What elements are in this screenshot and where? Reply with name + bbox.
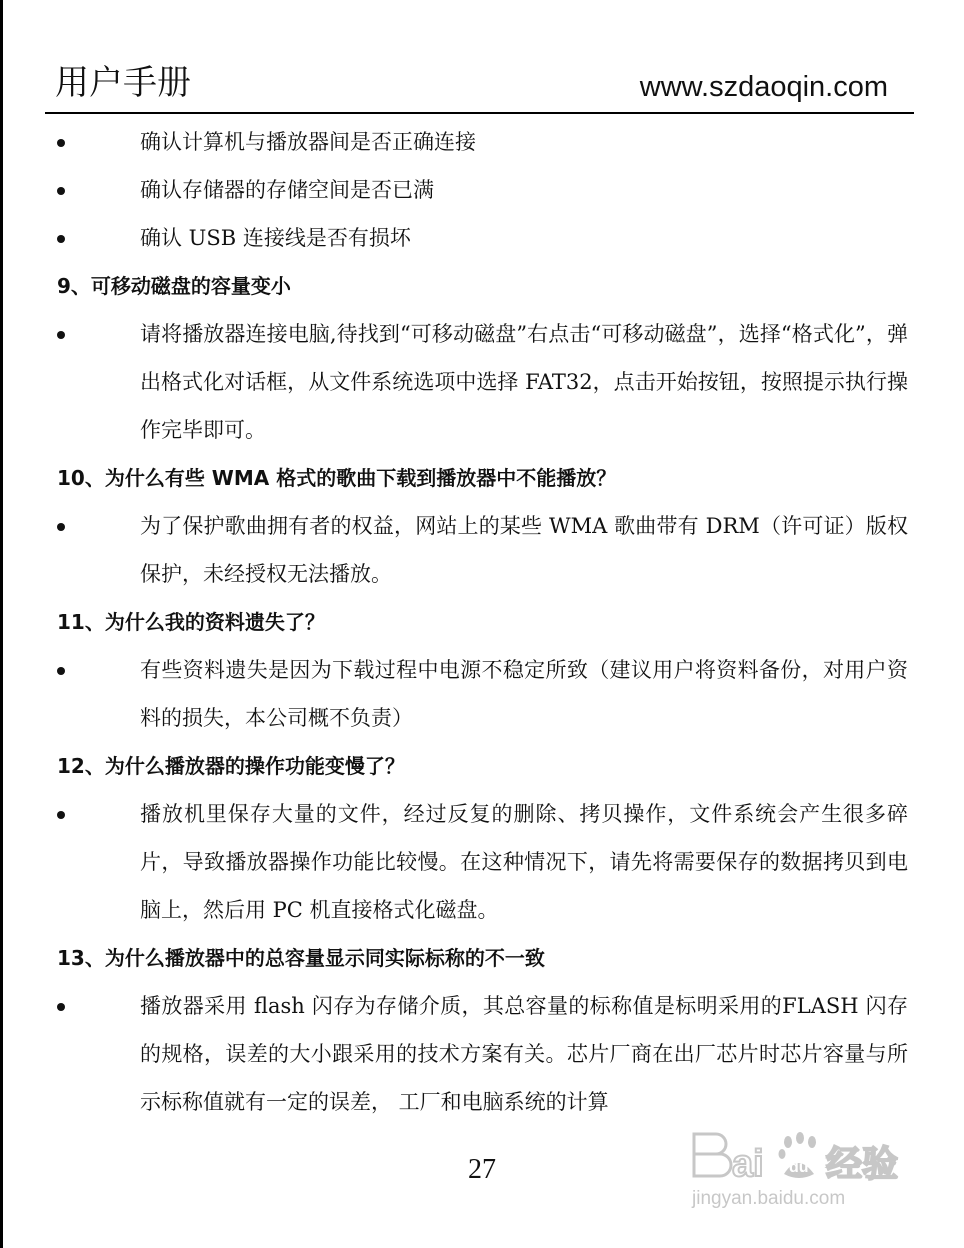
list-item: [0, 502, 964, 598]
manual-title: 用户手册: [55, 63, 191, 103]
svg-text:jingyan.baidu.com: jingyan.baidu.com: [692, 1188, 846, 1209]
header-divider: [45, 112, 914, 114]
list-item: [0, 790, 964, 934]
list-item-text: 有些资料遗失是因为下载过程中电源不稳定所致（建议用户将资料备份，对用户资料的损失，本公司概不负责）: [140, 658, 908, 730]
page-number: 27: [468, 1154, 496, 1185]
list-item-text: 播放器采用 flash 闪存为存储介质，其总容量的标称值是标明采用的FLASH 闪存的规格，误差的大小跟采用的技术方案有关。芯片厂商在出厂芯片时芯片容量与所示标称值就有一定的误差， 工厂和电脑系统的计算: [140, 994, 908, 1114]
bullet-icon: [57, 811, 65, 819]
bullet-icon: [57, 235, 65, 243]
svg-text:经验: 经验: [826, 1144, 899, 1185]
bullet-icon: [57, 667, 65, 675]
section-heading-11: 11、为什么我的资料遗失了？: [57, 610, 325, 634]
list-item: [0, 166, 964, 214]
bullet-icon: [57, 331, 65, 339]
list-item: [0, 214, 964, 262]
list-item-text: 确认存储器的存储空间是否已满: [140, 178, 434, 202]
website-url: www.szdaoqin.com: [639, 71, 888, 103]
list-item-text: 确认 USB 连接线是否有损坏: [140, 226, 411, 250]
list-item-text: 为了保护歌曲拥有者的权益，网站上的某些 WMA 歌曲带有 DRM（许可证）版权保护，未经授权无法播放。: [140, 514, 908, 586]
list-item-text: 确认计算机与播放器间是否正确连接: [140, 130, 476, 154]
list-item-text: 请将播放器连接电脑,待找到“可移动磁盘”右点击“可移动磁盘”，选择“格式化”，弹出格式化对话框，从文件系统选项中选择 FAT32，点击开始按钮，按照提示执行操作完毕即可。: [140, 322, 908, 442]
baidu-jingyan-watermark-icon: [686, 1124, 926, 1210]
list-item: [0, 646, 964, 742]
svg-text:du: du: [789, 1159, 809, 1176]
list-item: [0, 310, 964, 454]
bullet-icon: [57, 523, 65, 531]
bullet-icon: [57, 1003, 65, 1011]
bullet-icon: [57, 187, 65, 195]
svg-text:ai: ai: [732, 1143, 764, 1185]
list-item-text: 播放机里保存大量的文件，经过反复的删除、拷贝操作，文件系统会产生很多碎片，导致播放器操作功能比较慢。在这种情况下，请先将需要保存的数据拷贝到电脑上，然后用 PC 机直接格式化磁盘。: [140, 802, 908, 922]
section-heading-9: 9、可移动磁盘的容量变小: [57, 274, 291, 298]
page-content: [0, 118, 964, 1126]
section-heading-13: 13、为什么播放器中的总容量显示同实际标称的不一致: [57, 946, 545, 970]
section-heading-10: 10、为什么有些 WMA 格式的歌曲下载到播放器中不能播放？: [57, 466, 617, 490]
section-heading-12: 12、为什么播放器的操作功能变慢了？: [57, 754, 405, 778]
list-item: [0, 118, 964, 166]
list-item: [0, 982, 964, 1126]
bullet-icon: [57, 139, 65, 147]
